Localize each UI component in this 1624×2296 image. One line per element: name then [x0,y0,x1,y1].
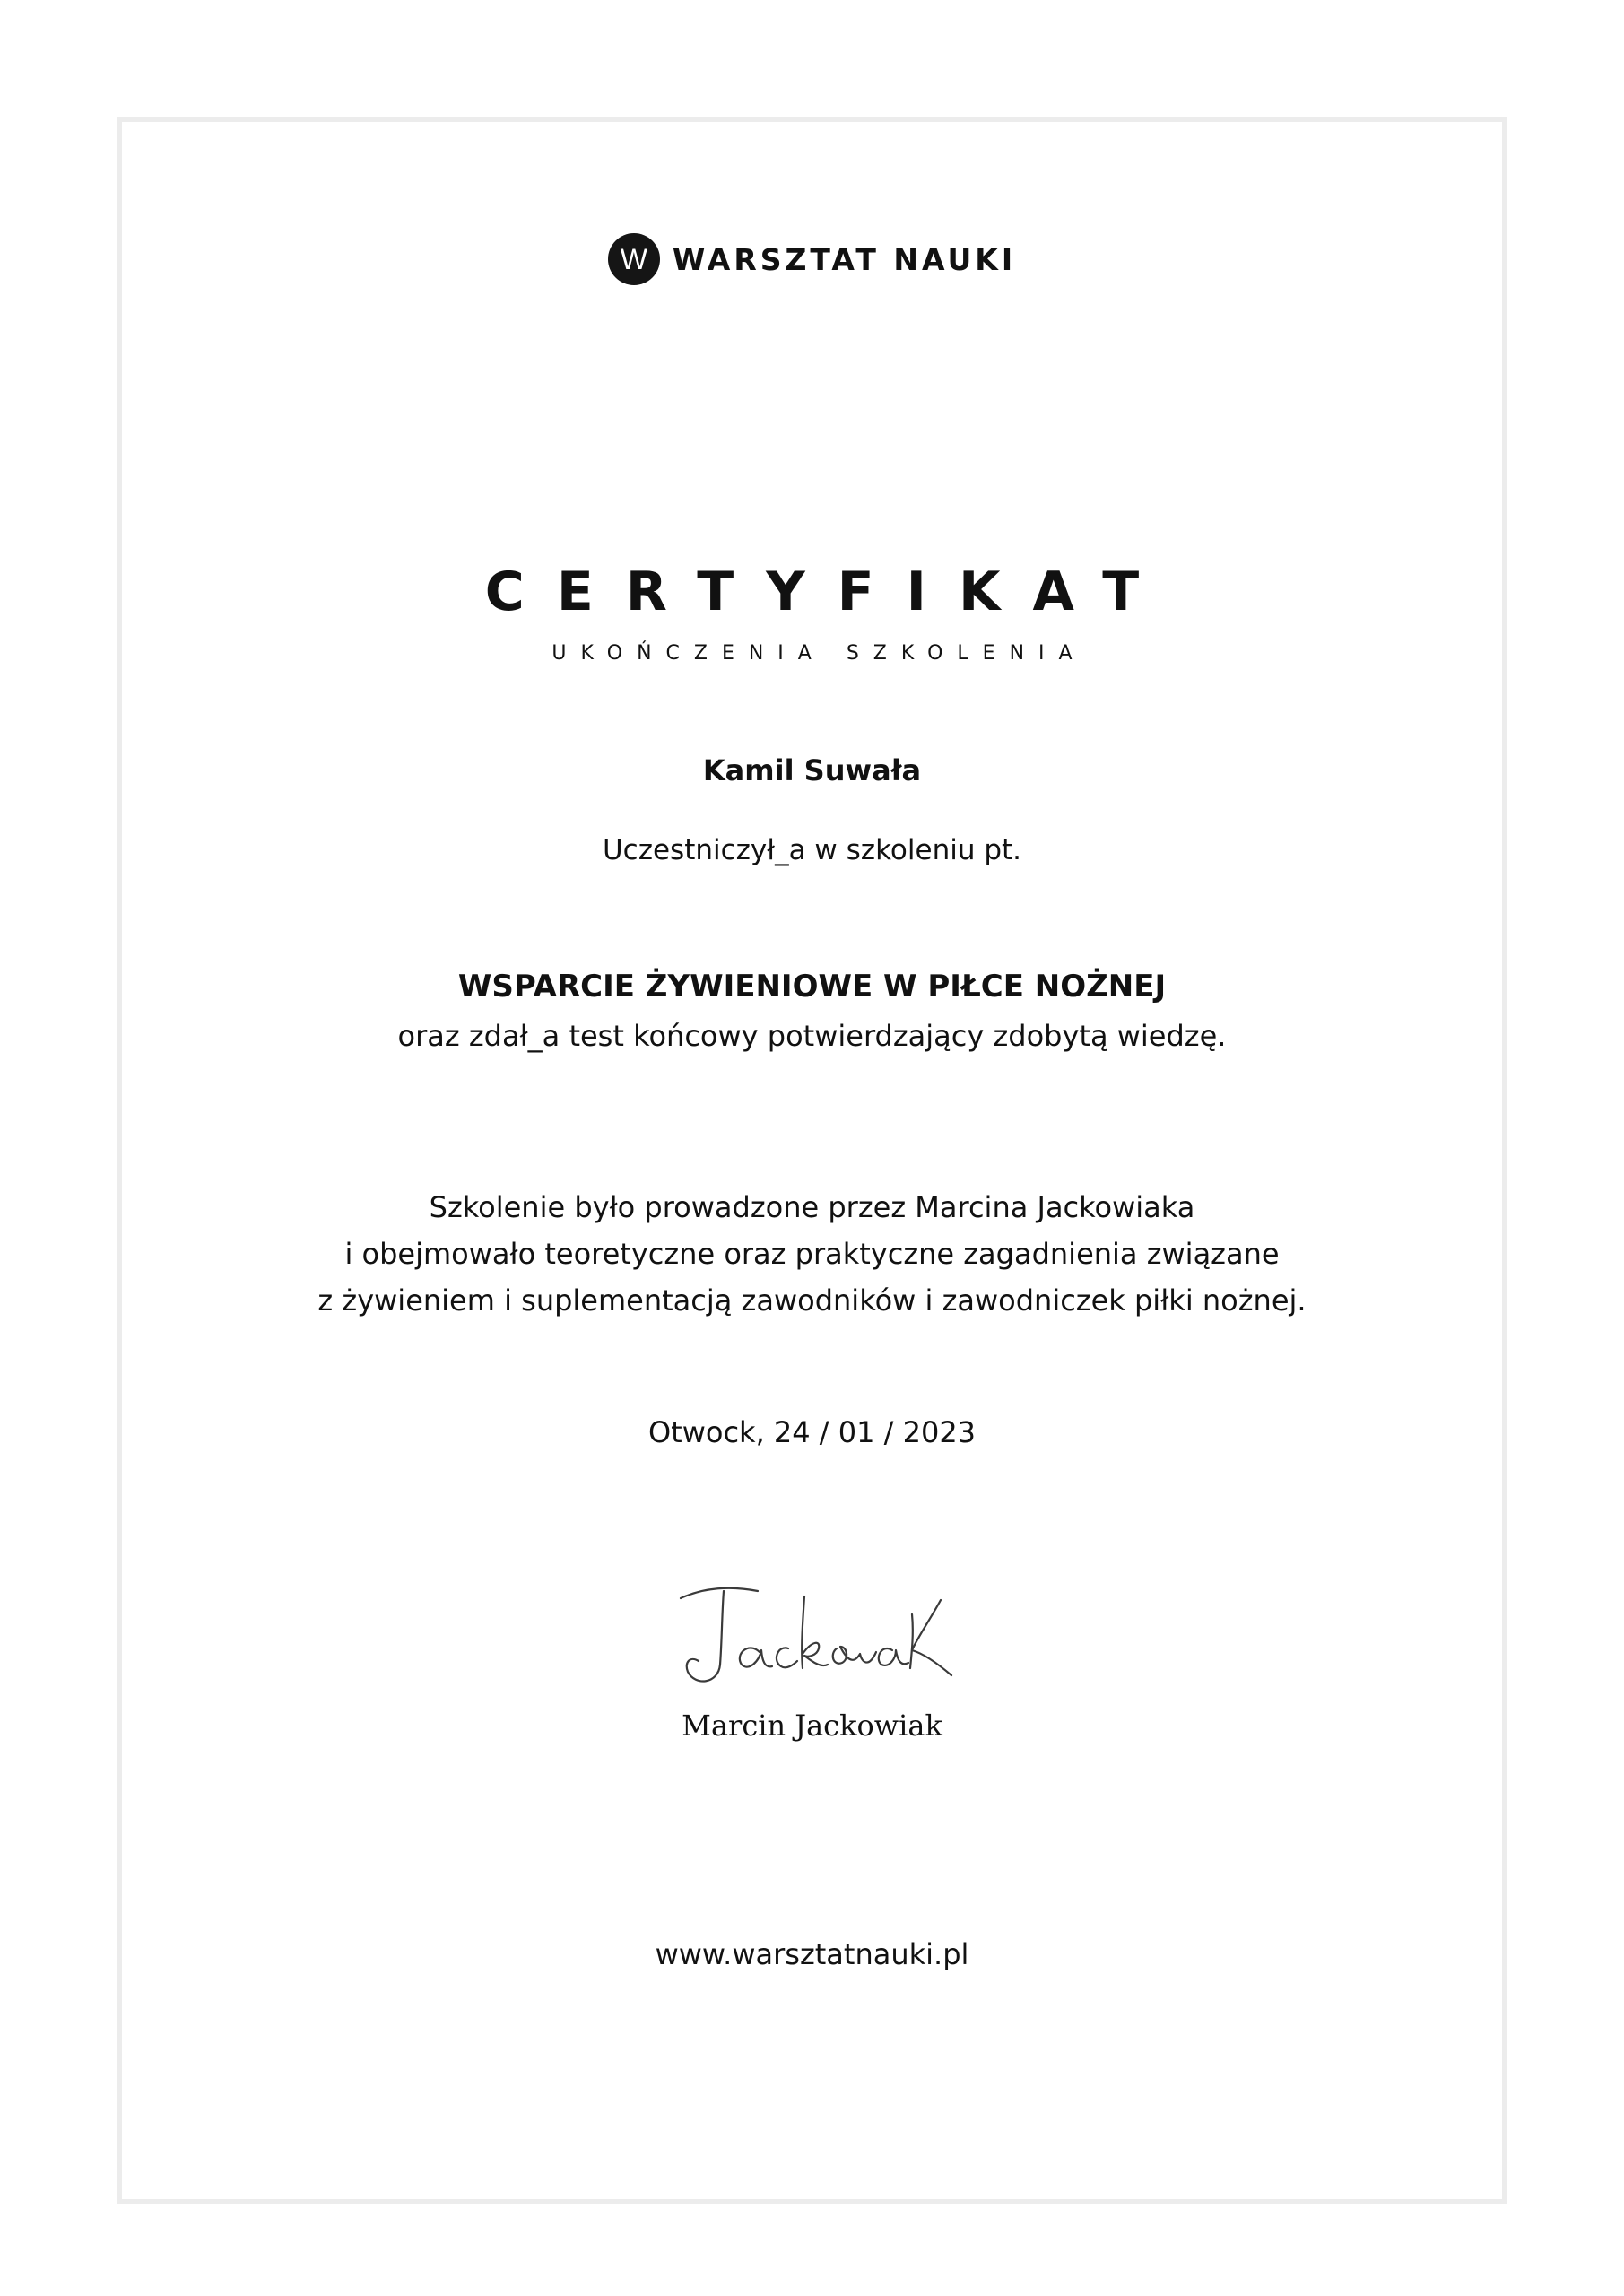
description-line: i obejmowało teoretyczne oraz praktyczne zagadnienia związane [344,1237,1280,1271]
signer-name: Marcin Jackowiak [682,1709,942,1743]
recipient-name: Kamil Suwała [702,753,922,787]
passed-line: oraz zdał_a test końcowy potwierdzający zdobytą wiedzę. [397,1019,1227,1053]
description-line: z żywieniem i suplementacją zawodników i zawodniczek piłki nożnej. [317,1283,1307,1318]
participation-line: Uczestniczył_a w szkoleniu pt. [602,834,1022,866]
certificate-subtitle: UKOŃCZENIA SZKOLENIA [551,642,1087,665]
website-link[interactable]: www.warsztatnauki.pl [655,1937,969,1971]
place-date: Otwock, 24 / 01 / 2023 [647,1415,977,1449]
course-description [0,1184,1624,1324]
certificate-title: CERTYFIKAT [484,561,1172,623]
description-line: Szkolenie było prowadzone przez Marcina Jackowiaka [429,1190,1195,1224]
certificate-frame [117,117,1507,2204]
brand-logo [0,233,1624,285]
brand-name: WARSZTAT NAUKI [672,241,1017,277]
handwritten-signature [677,1578,955,1695]
logo-mark-icon: W [608,233,660,285]
course-title: WSPARCIE ŻYWIENIOWE W PIŁCE NOŻNEJ [457,969,1167,1004]
